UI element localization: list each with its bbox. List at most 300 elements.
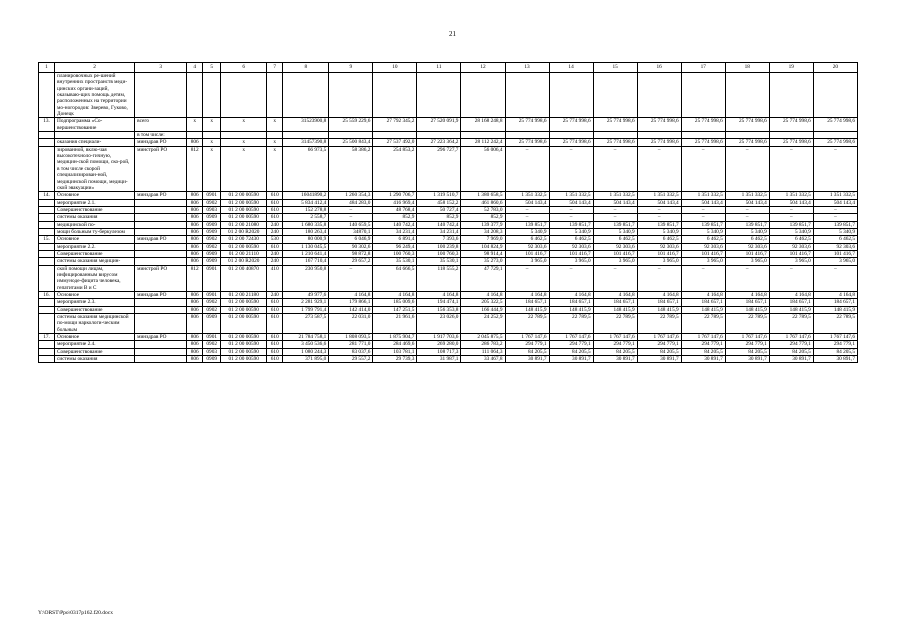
column-header: 6: [221, 63, 267, 73]
amount-cell: –: [329, 265, 373, 291]
amount-cell: 25 774 998,6: [637, 118, 681, 132]
row-index-cell: 17.: [39, 334, 55, 341]
amount-cell: 1 351 332,5: [769, 192, 813, 199]
amount-cell: [769, 132, 813, 139]
table-row: [39, 334, 858, 341]
amount-cell: 25 774 998,6: [505, 139, 549, 146]
target-item-cell: 01 2 00 00590: [221, 334, 267, 341]
amount-cell: 22 789,5: [637, 314, 681, 334]
amount-cell: 1 767 147,6: [725, 334, 769, 341]
amount-cell: 148 415,9: [593, 306, 637, 313]
column-header: 12: [461, 63, 505, 73]
amount-cell: 30 891,7: [505, 356, 549, 363]
section-code-cell: x: [203, 118, 221, 132]
amount-cell: [637, 73, 681, 118]
expense-type-cell: 240: [267, 250, 283, 257]
amount-cell: 92 303,6: [637, 243, 681, 250]
budget-table: [38, 62, 858, 363]
amount-cell: 294 779,1: [637, 341, 681, 348]
ministry-code-cell: 806: [187, 356, 203, 363]
responsible-cell: [135, 250, 187, 257]
responsible-cell: [135, 299, 187, 306]
amount-cell: 1 351 332,5: [725, 192, 769, 199]
amount-cell: –: [329, 214, 373, 221]
column-header: 20: [813, 63, 857, 73]
amount-cell: 1 351 332,5: [681, 192, 725, 199]
column-header: 16: [637, 63, 681, 73]
amount-cell: 64 666,5: [373, 265, 417, 291]
column-header: 11: [417, 63, 461, 73]
column-header: 7: [267, 63, 283, 73]
amount-cell: 184 657,1: [549, 299, 593, 306]
amount-cell: 1 767 147,6: [505, 334, 549, 341]
amount-cell: 22 789,5: [725, 314, 769, 334]
amount-cell: –: [725, 206, 769, 213]
row-index-cell: [39, 243, 55, 250]
column-header: 18: [725, 63, 769, 73]
column-header: 14: [549, 63, 593, 73]
amount-cell: 25 774 998,6: [769, 118, 813, 132]
program-name-cell: мероприятие 2.4.: [55, 341, 135, 348]
amount-cell: 34 231,4: [373, 228, 417, 235]
program-name-cell: Основное: [55, 334, 135, 341]
amount-cell: –: [637, 146, 681, 191]
amount-cell: 1 767 147,6: [593, 334, 637, 341]
row-index-cell: [39, 206, 55, 213]
ministry-code-cell: x: [187, 118, 203, 132]
row-index-cell: [39, 341, 55, 348]
program-name-cell: Основное: [55, 292, 135, 299]
amount-cell: 4 164,8: [813, 292, 857, 299]
amount-cell: 33 467,8: [461, 356, 505, 363]
responsible-cell: всего: [135, 118, 187, 132]
amount-cell: 5 340,9: [681, 228, 725, 235]
amount-cell: 3 965,0: [725, 258, 769, 265]
section-code-cell: 0901: [203, 334, 221, 341]
amount-cell: 179 866,1: [329, 299, 373, 306]
amount-cell: 148 415,9: [505, 306, 549, 313]
section-code-cell: 0902: [203, 236, 221, 243]
amount-cell: 35 530,1: [417, 258, 461, 265]
section-code-cell: 0909: [203, 228, 221, 235]
amount-cell: 50 727,4: [417, 206, 461, 213]
amount-cell: 25 774 998,6: [725, 139, 769, 146]
responsible-cell: [135, 258, 187, 265]
section-code-cell: 0909: [203, 258, 221, 265]
amount-cell: [283, 73, 329, 118]
responsible-cell: [135, 341, 187, 348]
amount-cell: 29 557,2: [329, 356, 373, 363]
amount-cell: 852,9: [461, 214, 505, 221]
amount-cell: [505, 73, 549, 118]
amount-cell: –: [549, 214, 593, 221]
amount-cell: 5 340,9: [593, 228, 637, 235]
amount-cell: 84 205,5: [593, 348, 637, 355]
amount-cell: 27 537 492,0: [373, 139, 417, 146]
responsible-cell: [135, 314, 187, 334]
section-code-cell: 0901: [203, 192, 221, 199]
section-code-cell: [203, 132, 221, 139]
amount-cell: 504 143,4: [593, 199, 637, 206]
amount-cell: 294 779,1: [505, 341, 549, 348]
responsible-cell: в том числе:: [135, 132, 187, 139]
amount-cell: 416 969,4: [373, 199, 417, 206]
amount-cell: 7 393,6: [417, 236, 461, 243]
program-name-cell: Совершенствование: [55, 306, 135, 313]
responsible-cell: [135, 199, 187, 206]
amount-cell: 1 130 045,5: [283, 243, 329, 250]
amount-cell: 139 851,7: [813, 221, 857, 228]
amount-cell: 22 789,5: [505, 314, 549, 334]
amount-cell: 1 351 332,5: [637, 192, 681, 199]
amount-cell: 1 351 332,5: [549, 192, 593, 199]
amount-cell: 30 891,7: [593, 356, 637, 363]
amount-cell: 6 462,5: [681, 236, 725, 243]
amount-cell: 254 853,2: [373, 146, 417, 191]
amount-cell: 148 415,9: [681, 306, 725, 313]
amount-cell: 185 009,6: [373, 299, 417, 306]
table-row: [39, 199, 858, 206]
amount-cell: 3 965,0: [769, 258, 813, 265]
amount-cell: 96 249,4: [373, 243, 417, 250]
responsible-cell: [135, 214, 187, 221]
expense-type-cell: 610: [267, 299, 283, 306]
expense-type-cell: 610: [267, 348, 283, 355]
amount-cell: 6 891,4: [373, 236, 417, 243]
program-name-cell: системы оказания: [55, 214, 135, 221]
amount-cell: [593, 73, 637, 118]
table-row: [39, 250, 858, 257]
amount-cell: 5 340,9: [549, 228, 593, 235]
amount-cell: 25 774 998,6: [549, 118, 593, 132]
column-header: 15: [593, 63, 637, 73]
amount-cell: 184 657,1: [725, 299, 769, 306]
amount-cell: –: [637, 206, 681, 213]
amount-cell: 1 680 335,8: [283, 221, 329, 228]
program-name-cell: планировочных ре-шений внутренних пространств меди-цинских органи-заций, оказываю-щих помощь детям, расположенных на территории мо-ногородов: Зверево, Гуково, Донецк: [55, 73, 135, 118]
amount-cell: 92 303,6: [769, 243, 813, 250]
program-name-cell: медицинской по-: [55, 221, 135, 228]
amount-cell: 29 657,2: [329, 258, 373, 265]
amount-cell: 5 340,9: [637, 228, 681, 235]
table-row: [39, 192, 858, 199]
amount-cell: 48 768,4: [373, 206, 417, 213]
amount-cell: 22 789,5: [549, 314, 593, 334]
amount-cell: 108 717,3: [417, 348, 461, 355]
expense-type-cell: 240: [267, 258, 283, 265]
table-row: [39, 146, 858, 191]
amount-cell: 3 450 536,6: [283, 341, 329, 348]
program-name-cell: [55, 132, 135, 139]
target-item-cell: 01 2 00 00590: [221, 214, 267, 221]
table-row: [39, 306, 858, 313]
program-name-cell: мощи больным ту-беркулезом: [55, 228, 135, 235]
amount-cell: 4 164,8: [417, 292, 461, 299]
amount-cell: 29 739,3: [373, 356, 417, 363]
amount-cell: 5 340,9: [505, 228, 549, 235]
amount-cell: 100 760,3: [417, 250, 461, 257]
ministry-code-cell: 812: [187, 265, 203, 291]
ministry-code-cell: 806: [187, 139, 203, 146]
program-name-cell: мероприятие 2.2.: [55, 243, 135, 250]
amount-cell: 22 789,5: [813, 314, 857, 334]
table-row: [39, 341, 858, 348]
target-item-cell: 01 2 00 00590: [221, 314, 267, 334]
table-row: [39, 221, 858, 228]
target-item-cell: 01 2 00 21180: [221, 292, 267, 299]
amount-cell: 98 914,4: [461, 250, 505, 257]
amount-cell: 294 779,1: [681, 341, 725, 348]
section-code-cell: 0909: [203, 314, 221, 334]
program-name-cell: оказания специали-: [55, 139, 135, 146]
amount-cell: 6 462,5: [505, 236, 549, 243]
responsible-cell: минздрав РО: [135, 334, 187, 341]
amount-cell: 5 340,9: [813, 228, 857, 235]
program-name-cell: Основное: [55, 192, 135, 199]
amount-cell: –: [593, 146, 637, 191]
program-name-cell: Совершенствование: [55, 206, 135, 213]
expense-type-cell: x: [267, 146, 283, 191]
amount-cell: 101 416,7: [505, 250, 549, 257]
amount-cell: 3 965,0: [505, 258, 549, 265]
amount-cell: 4 164,8: [593, 292, 637, 299]
section-code-cell: 0909: [203, 356, 221, 363]
amount-cell: 118 555,2: [417, 265, 461, 291]
amount-cell: 1 290 706,7: [373, 192, 417, 199]
amount-cell: 84 205,5: [637, 348, 681, 355]
expense-type-cell: 610: [267, 341, 283, 348]
amount-cell: 1 767 147,6: [813, 334, 857, 341]
amount-cell: 139 851,7: [505, 221, 549, 228]
amount-cell: 156 353,8: [417, 306, 461, 313]
amount-cell: –: [505, 206, 549, 213]
responsible-cell: минздрав РО: [135, 236, 187, 243]
amount-cell: 1 767 147,6: [637, 334, 681, 341]
amount-cell: 101 416,7: [813, 250, 857, 257]
amount-cell: 1 260 354,3: [329, 192, 373, 199]
amount-cell: 1 799 791,4: [283, 306, 329, 313]
table-row: [39, 299, 858, 306]
table-row: [39, 236, 858, 243]
amount-cell: 24 252,9: [461, 314, 505, 334]
table-row: [39, 258, 858, 265]
target-item-cell: 01 2 00 21080: [221, 221, 267, 228]
target-item-cell: 01 2 00 00590: [221, 348, 267, 355]
responsible-cell: минздрав РО: [135, 139, 187, 146]
responsible-cell: минздрав РО: [135, 192, 187, 199]
expense-type-cell: 610: [267, 243, 283, 250]
expense-type-cell: 410: [267, 265, 283, 291]
amount-cell: 25 774 998,6: [725, 118, 769, 132]
amount-cell: [505, 132, 549, 139]
amount-cell: –: [681, 265, 725, 291]
amount-cell: 25 500 843,4: [329, 139, 373, 146]
amount-cell: 5 834 412,4: [283, 199, 329, 206]
amount-cell: 461 860,6: [461, 199, 505, 206]
amount-cell: 100 239,8: [417, 243, 461, 250]
amount-cell: 148 415,9: [813, 306, 857, 313]
expense-type-cell: [267, 73, 283, 118]
amount-cell: –: [593, 214, 637, 221]
amount-cell: 28 168 248,8: [461, 118, 505, 132]
target-item-cell: 01 2 00 00590: [221, 306, 267, 313]
amount-cell: [549, 132, 593, 139]
table-row: [39, 228, 858, 235]
amount-cell: 1 319 510,7: [417, 192, 461, 199]
expense-type-cell: 240: [267, 292, 283, 299]
section-code-cell: 0902: [203, 299, 221, 306]
amount-cell: 34 208,3: [461, 228, 505, 235]
amount-cell: –: [813, 146, 857, 191]
amount-cell: 371 895,0: [283, 356, 329, 363]
expense-type-cell: 610: [267, 306, 283, 313]
amount-cell: –: [813, 265, 857, 291]
expense-type-cell: [267, 132, 283, 139]
column-header: 4: [187, 63, 203, 73]
ministry-code-cell: 806: [187, 292, 203, 299]
responsible-cell: [135, 348, 187, 355]
ministry-code-cell: 806: [187, 314, 203, 334]
amount-cell: 147 251,5: [373, 306, 417, 313]
ministry-code-cell: 806: [187, 199, 203, 206]
row-index-cell: [39, 250, 55, 257]
amount-cell: 286 783,2: [461, 341, 505, 348]
amount-cell: –: [813, 206, 857, 213]
amount-cell: 1 808 093,5: [329, 334, 373, 341]
column-number-row: [39, 63, 858, 73]
amount-cell: [681, 132, 725, 139]
amount-cell: 504 143,4: [549, 199, 593, 206]
amount-cell: 4 164,8: [637, 292, 681, 299]
amount-cell: 92 303,6: [549, 243, 593, 250]
amount-cell: 25 559 229,6: [329, 118, 373, 132]
amount-cell: 98 872,8: [329, 250, 373, 257]
amount-cell: 4 164,8: [681, 292, 725, 299]
table-row: [39, 73, 858, 118]
amount-cell: 25 774 998,6: [681, 139, 725, 146]
amount-cell: 852,9: [373, 214, 417, 221]
amount-cell: 1 351 332,5: [593, 192, 637, 199]
ministry-code-cell: 806: [187, 214, 203, 221]
amount-cell: 34 231,4: [417, 228, 461, 235]
target-item-cell: 01 2 00 72430: [221, 236, 267, 243]
amount-cell: 140 742,4: [373, 221, 417, 228]
amount-cell: 25 774 998,6: [769, 139, 813, 146]
amount-cell: 148 415,9: [769, 306, 813, 313]
amount-cell: 22 031,0: [329, 314, 373, 334]
amount-cell: –: [593, 206, 637, 213]
amount-cell: 84 205,5: [725, 348, 769, 355]
table-row: [39, 139, 858, 146]
table-row: [39, 206, 858, 213]
row-index-cell: [39, 314, 55, 334]
amount-cell: 184 657,1: [505, 299, 549, 306]
responsible-cell: [135, 206, 187, 213]
amount-cell: 31457390,8: [283, 139, 329, 146]
section-code-cell: 0903: [203, 206, 221, 213]
amount-cell: 92 303,6: [593, 243, 637, 250]
column-header: 13: [505, 63, 549, 73]
amount-cell: 139 851,7: [681, 221, 725, 228]
amount-cell: 1 767 147,6: [769, 334, 813, 341]
amount-cell: 92 303,6: [725, 243, 769, 250]
amount-cell: 52 783,0: [461, 206, 505, 213]
amount-cell: 1 380 658,5: [461, 192, 505, 199]
amount-cell: 3 965,0: [813, 258, 857, 265]
amount-cell: [681, 73, 725, 118]
amount-cell: 101 416,7: [725, 250, 769, 257]
amount-cell: 35 273,0: [461, 258, 505, 265]
amount-cell: 27 223 364,2: [417, 139, 461, 146]
amount-cell: 504 143,4: [505, 199, 549, 206]
responsible-cell: [135, 356, 187, 363]
amount-cell: [373, 73, 417, 118]
amount-cell: 504 143,4: [769, 199, 813, 206]
responsible-cell: минстрой РО: [135, 146, 187, 191]
amount-cell: 139 851,7: [593, 221, 637, 228]
target-item-cell: 01 2 00 R2020: [221, 258, 267, 265]
target-item-cell: 01 2 00 00590: [221, 299, 267, 306]
amount-cell: –: [725, 265, 769, 291]
amount-cell: [593, 132, 637, 139]
amount-cell: 6 462,5: [637, 236, 681, 243]
amount-cell: 16041890,2: [283, 192, 329, 199]
row-index-cell: 16.: [39, 292, 55, 299]
amount-cell: 58 386,2: [329, 146, 373, 191]
expense-type-cell: 610: [267, 314, 283, 334]
amount-cell: 139 851,7: [769, 221, 813, 228]
amount-cell: 6 462,5: [725, 236, 769, 243]
responsible-cell: [135, 306, 187, 313]
amount-cell: 25 774 998,6: [549, 139, 593, 146]
page-number: 21: [449, 30, 456, 38]
amount-cell: [725, 73, 769, 118]
amount-cell: 35 530,1: [373, 258, 417, 265]
amount-cell: 103 781,1: [373, 348, 417, 355]
amount-cell: 1 210 641,4: [283, 250, 329, 257]
amount-cell: 6 462,5: [813, 236, 857, 243]
amount-cell: –: [593, 265, 637, 291]
amount-cell: 3 965,0: [593, 258, 637, 265]
table-row: [39, 243, 858, 250]
amount-cell: 140 742,4: [417, 221, 461, 228]
row-index-cell: [39, 299, 55, 306]
amount-cell: [549, 73, 593, 118]
expense-type-cell: x: [267, 118, 283, 132]
amount-cell: 1 080 244,3: [283, 348, 329, 355]
amount-cell: 34870,1: [329, 228, 373, 235]
amount-cell: 66 973,5: [283, 146, 329, 191]
amount-cell: 101 416,7: [681, 250, 725, 257]
amount-cell: 23 026,0: [417, 314, 461, 334]
amount-cell: 21 961,6: [373, 314, 417, 334]
amount-cell: 230 950,8: [283, 265, 329, 291]
amount-cell: 139 377,9: [461, 221, 505, 228]
column-header: 3: [135, 63, 187, 73]
amount-cell: 4 164,8: [725, 292, 769, 299]
amount-cell: 1 917 703,6: [417, 334, 461, 341]
row-index-cell: 14.: [39, 192, 55, 199]
amount-cell: 84 205,5: [549, 348, 593, 355]
amount-cell: 205 322,5: [461, 299, 505, 306]
column-header: 9: [329, 63, 373, 73]
amount-cell: 6 462,5: [769, 236, 813, 243]
amount-cell: –: [549, 206, 593, 213]
amount-cell: –: [329, 206, 373, 213]
column-header: 5: [203, 63, 221, 73]
row-index-cell: [39, 348, 55, 355]
amount-cell: 31 987,1: [417, 356, 461, 363]
